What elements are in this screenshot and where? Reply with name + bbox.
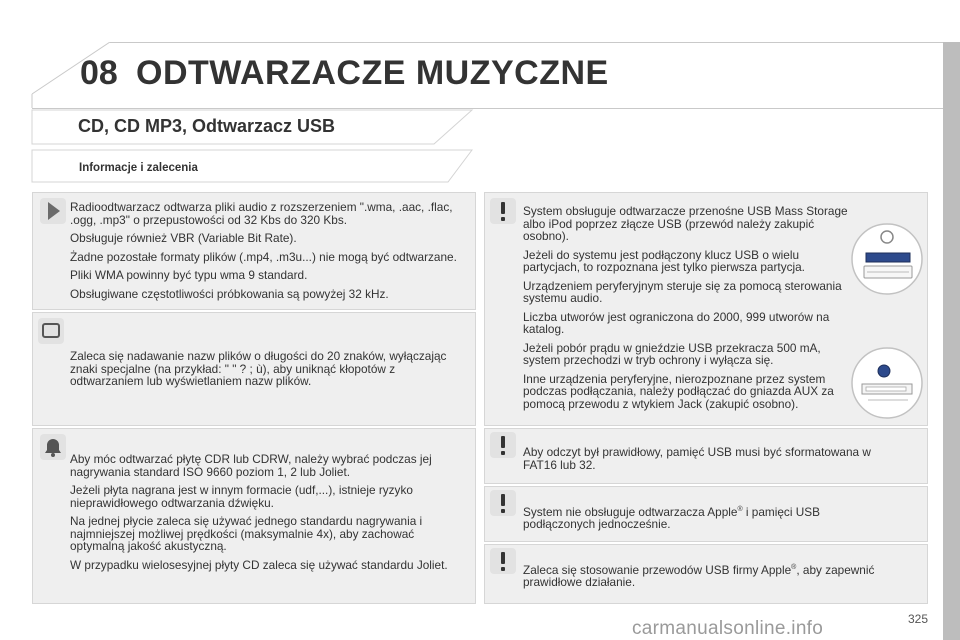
watermark: carmanualsonline.info (632, 618, 824, 639)
subsection-title: Informacje i zalecenia (79, 162, 198, 174)
warning-icon (490, 432, 516, 458)
usb-text: System obsługuje odtwarzacze przenośne USB Mass Storage albo iPod poprzez złącze USB (przewód należy zakupić osobno). Jeżeli do systemu jest podłączony klucz USB o wielu partycjach, to rozpoznana jest tylko pierwsza partycja. Urządzeniem peryferyjnym steruje się za pomocą sterowania systemu audio. Liczba utworów jest ograniczona do 2000, 999 utworów na katalog. Jeżeli pobór prądu w gnieździe USB przekracza 500 mA, system przechodzi w tryb ochrony i wyłącza się. Inne urządzenia peryferyjne, nierozpoznane przez system podczas podłączania, należy podłączać do gniazda AUX za pomocą przewodu z wtykiem Jack (zakupić osobno). (523, 204, 848, 411)
bell-icon (40, 434, 66, 460)
header-rule-top (110, 42, 943, 43)
apple-text: System nie obsługuje odtwarzacza Apple® i pamięci USB podłączonych jednocześnie. (523, 504, 820, 532)
filenames-text: Zaleca się nadawanie nazw plików o długości do 20 znaków, wyłączając znaki specjalne (na przykład: " " ? ; ù), aby uniknąć kłopotów z odtwarzaniem lub wyświetlaniem nazw plików. (70, 349, 447, 388)
formats-text: Radioodtwarzacz odtwarza pliki audio z rozszerzeniem ".wma, .aac, .flac, .ogg, .mp3" o przepustowości od 32 Kbs do 320 Kbs. Obsługuje również VBR (Variable Bit Rate). Żadne pozostałe formaty plików (.mp4, .m3u...) nie mogą być odtwarzane. Pliki WMA powinny być typu wma 9 standard. Obsługiwane częstotliwości próbkowania są powyżej 32 kHz. (70, 200, 457, 301)
cd-text: Aby móc odtwarzać płytę CDR lub CDRW, należy wybrać podczas jej nagrywania standard ISO 9660 poziom 1, 2 lub Joliet. Jeżeli płyta nagrana jest w innym formacie (udf,...), istnieje ryzyko nieprawidłowego odtwarzania dźwięku. Na jednej płycie zaleca się używać jednego standardu nagrywania i najmniejszej możliwej prędkości (maksymalnie 4x), aby zachować optymalną jakość akustyczną. W przypadku wielosesyjnej płyty CD zaleca się używać standardu Joliet. (70, 452, 448, 572)
page-number: 325 (908, 612, 929, 626)
warning-icon (490, 490, 516, 516)
chapter-number: 08 (80, 54, 118, 92)
side-tab-bar (943, 42, 960, 640)
format-text: Aby odczyt był prawidłowy, pamięć USB musi być sformatowana w FAT16 lub 32. (523, 445, 871, 472)
usb-port-illustration-top (850, 222, 924, 296)
chapter-title: ODTWARZACZE MUZYCZNE (136, 54, 609, 92)
warning-icon (490, 548, 516, 574)
usb-port-illustration-bottom (850, 346, 924, 420)
play-icon (40, 198, 66, 224)
section-title: CD, CD MP3, Odtwarzacz USB (78, 116, 336, 136)
cables-text: Zaleca się stosowanie przewodów USB firmy Apple®, aby zapewnić prawidłowe działanie. (523, 562, 875, 590)
warning-icon (490, 198, 516, 224)
screen-icon (38, 318, 64, 344)
